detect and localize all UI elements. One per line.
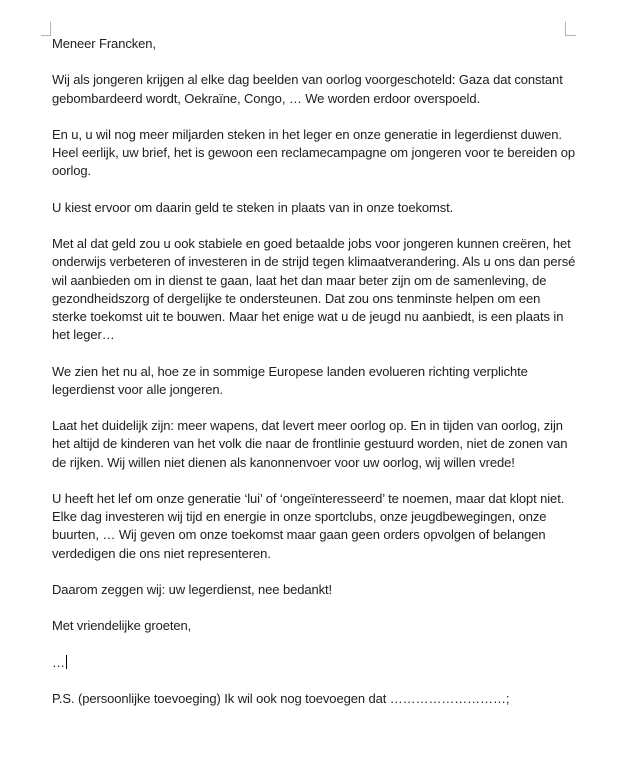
paragraph[interactable]	[52, 690, 568, 708]
text-line[interactable]: Met vriendelijke groeten,	[52, 618, 192, 634]
text-line[interactable]: wil aanbieden om in dienst te gaan, laat het dan maar beter zijn om de samenleving, de	[52, 272, 547, 288]
text-line[interactable]: En u, u wil nog meer miljarden steken in het leger en onze generatie in legerdienst duwen.	[52, 126, 562, 142]
paragraph[interactable]	[52, 126, 575, 181]
paragraph[interactable]	[52, 71, 568, 107]
text-line[interactable]: U kiest ervoor om daarin geld te steken in plaats van in onze toekomst.	[52, 199, 454, 215]
text-line[interactable]: verdedigen die ons niet representeren.	[52, 545, 271, 561]
paragraph[interactable]	[52, 581, 568, 599]
text-boundary-corner-top-left-icon	[41, 22, 51, 36]
text-line[interactable]: buurten, … Wij geven om onze toekomst maar gaan geen orders opvolgen of belangen	[52, 527, 546, 543]
text-line[interactable]: het altijd de kinderen van het volk die naar de frontlinie gestuurd worden, niet de zonen van	[52, 436, 568, 452]
text-line[interactable]: onderwijs verbeteren of investeren in de strijd tegen klimaatverandering. Als u ons dan persé	[52, 254, 576, 270]
text-line[interactable]: de rijken. Wij willen niet dienen als kanonnenvoer voor uw oorlog, wij willen vrede!	[52, 454, 515, 470]
text-line[interactable]: P.S. (persoonlijke toevoeging) Ik wil ook nog toevoegen dat ………………………;	[52, 691, 510, 707]
paragraph[interactable]	[52, 490, 568, 563]
text-line[interactable]: oorlog.	[52, 163, 92, 179]
text-line[interactable]: Meneer Francken,	[52, 36, 156, 51]
text-line[interactable]: Wij als jongeren krijgen al elke dag beelden van oorlog voorgeschoteld: Gaza dat constant	[52, 72, 563, 88]
text-line[interactable]: het leger…	[52, 327, 115, 343]
paragraph[interactable]	[52, 363, 568, 399]
paragraph[interactable]	[52, 654, 568, 672]
text-line[interactable]: Elke dag investeren wij tijd en energie in onze sportclubs, onze jeugdbewegingen, onze	[52, 509, 547, 525]
text-line[interactable]: sterke toekomst uit te bouwen. Maar het enige wat u de jeugd nu aanbiedt, is een plaats in	[52, 308, 564, 324]
text-line[interactable]: Laat het duidelijk zijn: meer wapens, dat levert meer oorlog op. En in tijden van oorlog, zijn	[52, 418, 563, 434]
paragraph[interactable]	[52, 35, 568, 53]
text-line[interactable]: We zien het nu al, hoe ze in sommige Europese landen evolueren richting verplichte	[52, 363, 528, 379]
text-boundary-corner-top-right-icon	[565, 22, 576, 36]
text-line[interactable]: legerdienst voor alle jongeren.	[52, 381, 224, 397]
text-cursor	[66, 655, 68, 669]
paragraph[interactable]	[52, 199, 568, 217]
text-line[interactable]: Heel eerlijk, uw brief, het is gewoon een reclamecampagne om jongeren voor te bereiden op	[52, 145, 575, 161]
text-line[interactable]: U heeft het lef om onze generatie ‘lui’ of ‘ongeïnteresseerd’ te noemen, maar dat klopt niet.	[52, 490, 565, 506]
text-line[interactable]: gebombardeerd wordt, Oekraïne, Congo, … We worden erdoor overspoeld.	[52, 90, 480, 106]
text-line[interactable]: …	[52, 654, 568, 672]
text-line[interactable]: Daarom zeggen wij: uw legerdienst, nee bedankt!	[52, 581, 333, 597]
paragraph[interactable]	[52, 417, 568, 472]
document-body[interactable]	[52, 35, 576, 708]
text-line[interactable]: gezondheidszorg of dergelijke te ondersteunen. Dat zou ons tenminste helpen om een	[52, 290, 541, 306]
text-line[interactable]: Met al dat geld zou u ook stabiele en goed betaalde jobs voor jongeren kunnen creëren, het	[52, 236, 571, 252]
paragraph[interactable]	[52, 617, 568, 635]
paragraph[interactable]	[52, 235, 576, 344]
